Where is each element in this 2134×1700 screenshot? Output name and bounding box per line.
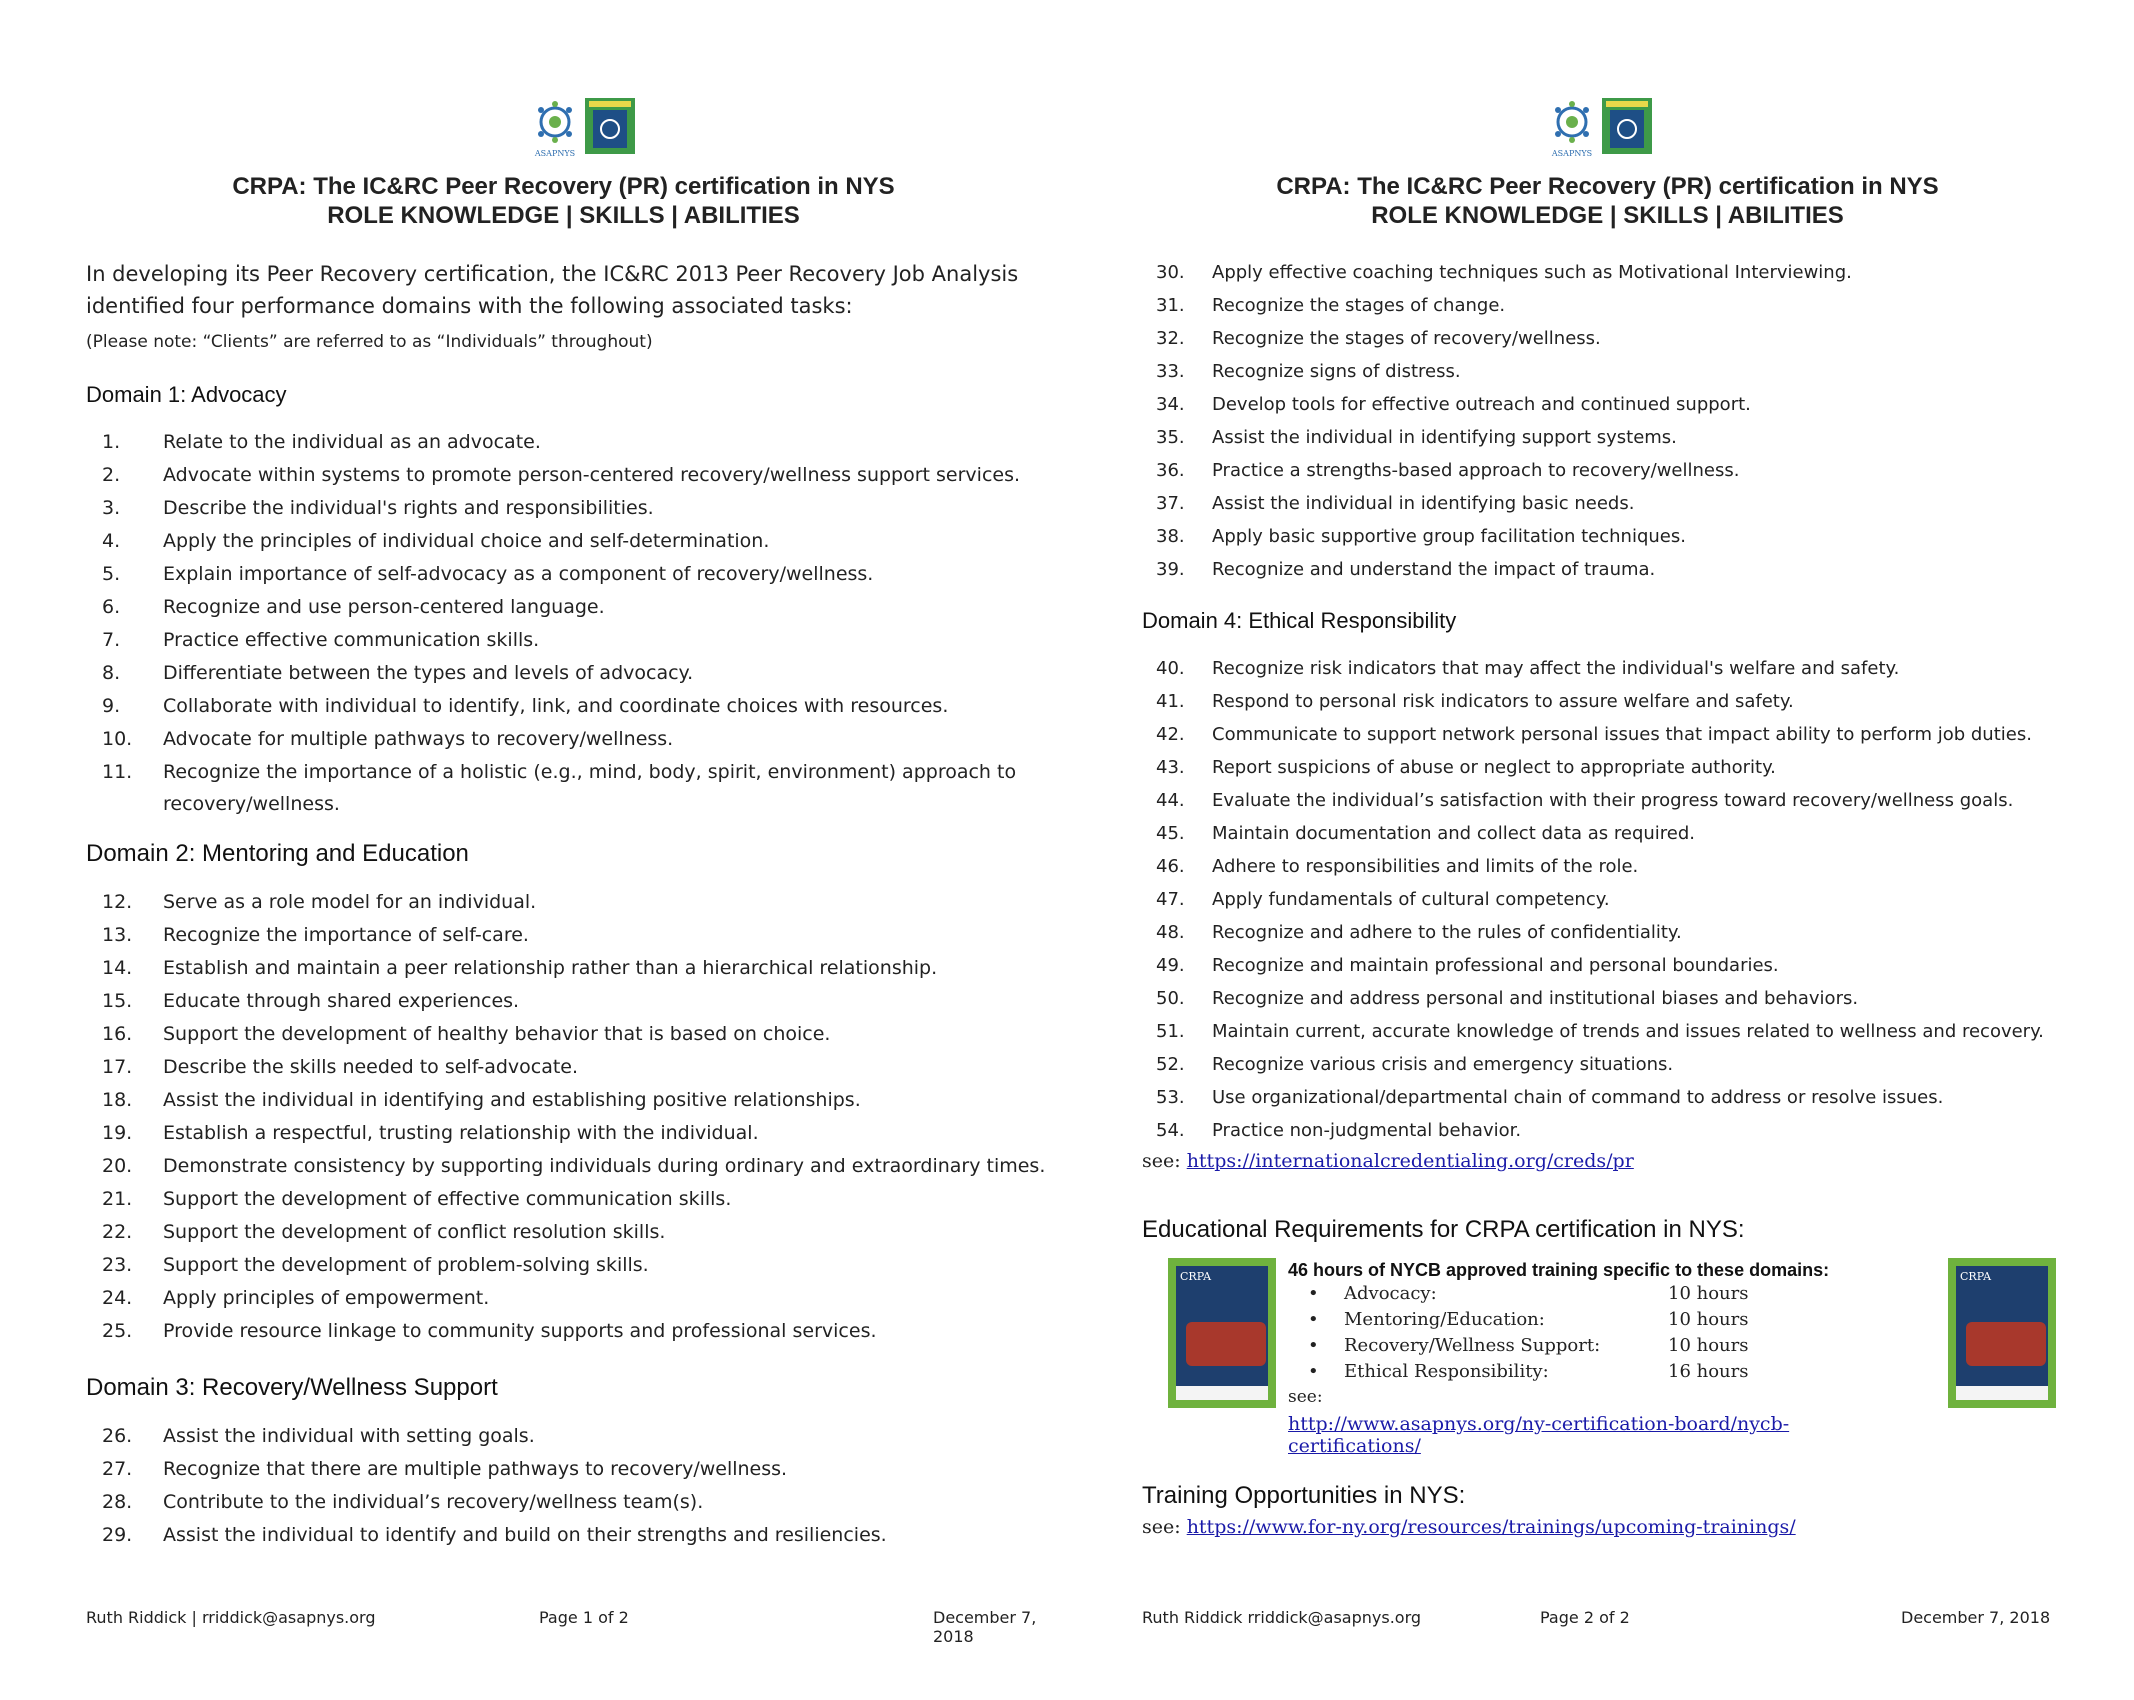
task-item (1142, 883, 2122, 916)
task-item (86, 591, 1046, 624)
task-item (1142, 949, 2122, 982)
task-text: Recognize the importance of self-care. (163, 924, 529, 946)
task-number: 50. (1156, 988, 1185, 1009)
domain-3-heading: Domain 3: Recovery/Wellness Support (86, 1374, 498, 1401)
book-spine-text: CRPA (1180, 1270, 1212, 1283)
task-text: Practice effective communication skills. (163, 629, 540, 651)
task-item (1142, 718, 2122, 751)
task-number: 42. (1156, 724, 1185, 745)
task-text: Report suspicions of abuse or neglect to appropriate authority. (1212, 757, 1776, 778)
task-item (1142, 685, 2122, 718)
task-item (1142, 850, 2122, 883)
task-item (86, 624, 1046, 657)
task-text: Assist the individual in identifying basic needs. (1212, 493, 1635, 514)
task-item (86, 690, 1046, 723)
domain-hours: 10 hours (1668, 1309, 1749, 1330)
task-text: Communicate to support network personal issues that impact ability to perform job duties. (1212, 724, 2032, 745)
task-item (1142, 421, 2122, 454)
task-number: 13. (102, 924, 133, 946)
task-number: 52. (1156, 1054, 1185, 1075)
title-line-1: CRPA: The IC&RC Peer Recovery (PR) certification in NYS (1276, 173, 1939, 200)
task-number: 18. (102, 1089, 133, 1111)
see-trainings (1142, 1516, 1796, 1538)
title-line-2: ROLE KNOWLEDGE | SKILLS | ABILITIES (1371, 202, 1844, 229)
education-subheading: 46 hours of NYCB approved training specific to these domains: (1288, 1260, 1830, 1280)
task-number: 27. (102, 1458, 133, 1480)
task-text: Demonstrate consistency by supporting individuals during ordinary and extraordinary times. (163, 1155, 1046, 1177)
task-number: 29. (102, 1524, 133, 1546)
task-number: 12. (102, 891, 133, 913)
task-number: 10. (102, 728, 133, 750)
task-text: Describe the individual's rights and responsibilities. (163, 497, 654, 519)
clients-note: (Please note: “Clients” are referred to as “Individuals” throughout) (86, 332, 653, 352)
task-text: Contribute to the individual’s recovery/wellness team(s). (163, 1491, 704, 1513)
task-number: 44. (1156, 790, 1185, 811)
task-item (1142, 553, 2122, 586)
task-item (1142, 256, 2122, 289)
task-text: Explain importance of self-advocacy as a component of recovery/wellness. (163, 563, 874, 585)
task-number: 11. (102, 761, 133, 783)
domain-4-heading: Domain 4: Ethical Responsibility (1142, 608, 1457, 633)
task-item (1142, 982, 2122, 1015)
task-item (86, 1519, 1046, 1552)
task-text: Maintain current, accurate knowledge of trends and issues related to wellness and recovery. (1212, 1021, 2044, 1042)
task-item (1142, 355, 2122, 388)
task-text: Practice non-judgmental behavior. (1212, 1120, 1522, 1141)
task-number: 39. (1156, 559, 1185, 580)
task-item (1142, 487, 2122, 520)
task-number: 19. (102, 1122, 133, 1144)
task-item (1142, 322, 2122, 355)
domain-hours: 10 hours (1668, 1283, 1749, 1304)
task-number: 3. (102, 497, 121, 519)
bullet-icon: • (1308, 1283, 1319, 1304)
education-hours-item (1288, 1359, 1908, 1385)
task-text: Recognize the stages of recovery/wellness. (1212, 328, 1601, 349)
asapnys-logo (1544, 96, 1654, 158)
task-text: Respond to personal risk indicators to assure welfare and safety. (1212, 691, 1794, 712)
task-number: 6. (102, 596, 121, 618)
task-number: 2. (102, 464, 121, 486)
task-item (86, 657, 1046, 690)
task-item (86, 1420, 1046, 1453)
education-hours-item (1288, 1307, 1908, 1333)
task-text: Support the development of conflict resolution skills. (163, 1221, 666, 1243)
task-text: Develop tools for effective outreach and continued support. (1212, 394, 1751, 415)
task-number: 16. (102, 1023, 133, 1045)
task-item (1142, 520, 2122, 553)
task-number: 48. (1156, 922, 1185, 943)
education-hours-item (1288, 1281, 1908, 1307)
task-number: 41. (1156, 691, 1185, 712)
task-number: 32. (1156, 328, 1185, 349)
task-item (86, 492, 1046, 525)
crpa-book-cover-image (1948, 1258, 2056, 1408)
domain-label: Advocacy: (1344, 1283, 1437, 1304)
task-text: Assist the individual in identifying and establishing positive relationships. (163, 1089, 861, 1111)
education-hours-list (1288, 1281, 1908, 1385)
task-item (1142, 1114, 2122, 1147)
task-item (1142, 652, 2122, 685)
task-text: Adhere to responsibilities and limits of the role. (1212, 856, 1639, 877)
task-text: Provide resource linkage to community supports and professional services. (163, 1320, 877, 1342)
task-text: Recognize the stages of change. (1212, 295, 1506, 316)
see-label: see: (1142, 1516, 1181, 1538)
task-text: Advocate for multiple pathways to recovery/wellness. (163, 728, 674, 750)
task-text: Apply principles of empowerment. (163, 1287, 490, 1309)
task-text: Recognize various crisis and emergency situations. (1212, 1054, 1674, 1075)
intro-paragraph (86, 258, 1046, 322)
task-number: 49. (1156, 955, 1185, 976)
task-item (86, 886, 1046, 919)
task-item (1142, 784, 2122, 817)
task-item (1142, 751, 2122, 784)
task-text: Apply the principles of individual choice and self-determination. (163, 530, 770, 552)
task-number: 53. (1156, 1087, 1185, 1108)
task-number: 22. (102, 1221, 133, 1243)
task-number: 28. (102, 1491, 133, 1513)
page-title (0, 172, 1067, 230)
task-text: Support the development of healthy behavior that is based on choice. (163, 1023, 831, 1045)
task-number: 23. (102, 1254, 133, 1276)
task-item (86, 952, 1046, 985)
task-number: 37. (1156, 493, 1185, 514)
task-number: 14. (102, 957, 133, 979)
task-item (86, 1282, 1046, 1315)
task-number: 7. (102, 629, 121, 651)
task-text: Recognize signs of distress. (1212, 361, 1461, 382)
bullet-icon: • (1308, 1361, 1319, 1382)
education-requirements-block (1288, 1260, 1908, 1457)
logo-wordmark: ASAPNYS (534, 149, 576, 158)
bullet-icon: • (1308, 1309, 1319, 1330)
footer-page-number: Page 1 of 2 (539, 1608, 629, 1627)
task-number: 26. (102, 1425, 133, 1447)
task-item (86, 985, 1046, 1018)
task-number: 24. (102, 1287, 133, 1309)
task-number: 38. (1156, 526, 1185, 547)
task-item (1142, 1048, 2122, 1081)
task-text: Recognize and understand the impact of trauma. (1212, 559, 1656, 580)
task-text: Apply basic supportive group facilitation techniques. (1212, 526, 1686, 547)
task-item (86, 1150, 1046, 1183)
task-number: 5. (102, 563, 121, 585)
task-item (1142, 388, 2122, 421)
task-number: 20. (102, 1155, 133, 1177)
task-item (1142, 916, 2122, 949)
title-line-2: ROLE KNOWLEDGE | SKILLS | ABILITIES (327, 202, 800, 229)
task-text: Recognize that there are multiple pathways to recovery/wellness. (163, 1458, 788, 1480)
task-text: Recognize the importance of a holistic (e.g., mind, body, spirit, environment) approach to recovery/wellness. (163, 761, 1017, 815)
footer-date: December 7, 2018 (933, 1608, 1037, 1646)
task-number: 1. (102, 431, 121, 453)
asapnys-logo (527, 96, 637, 158)
footer-author: Ruth Riddick | rriddick@asapnys.org (86, 1608, 376, 1627)
task-item (86, 1018, 1046, 1051)
task-item (86, 426, 1046, 459)
task-number: 40. (1156, 658, 1185, 679)
task-item (1142, 289, 2122, 322)
task-number: 17. (102, 1056, 133, 1078)
task-item (86, 459, 1046, 492)
task-number: 25. (102, 1320, 133, 1342)
task-item (86, 1117, 1046, 1150)
domain-1-heading: Domain 1: Advocacy (86, 382, 287, 407)
domain-label: Ethical Responsibility: (1344, 1361, 1549, 1382)
task-item (86, 1183, 1046, 1216)
task-item (86, 558, 1046, 591)
domain-4-task-list (1142, 652, 2122, 1147)
task-text: Relate to the individual as an advocate. (163, 431, 541, 453)
nycb-certifications-link[interactable]: http://www.asapnys.org/ny-certification-board/nycb-certifications/ (1288, 1413, 1790, 1457)
task-text: Assist the individual to identify and build on their strengths and resiliencies. (163, 1524, 887, 1546)
education-heading: Educational Requirements for CRPA certification in NYS: (1142, 1216, 1745, 1243)
domain-hours: 16 hours (1668, 1361, 1749, 1382)
crpa-book-cover-image (1168, 1258, 1276, 1408)
task-item (86, 756, 1046, 822)
task-number: 51. (1156, 1021, 1185, 1042)
domain-1-task-list (86, 426, 1046, 822)
task-text: Support the development of problem-solving skills. (163, 1254, 649, 1276)
task-number: 21. (102, 1188, 133, 1210)
task-text: Assist the individual in identifying support systems. (1212, 427, 1677, 448)
task-number: 9. (102, 695, 121, 717)
education-hours-item (1288, 1333, 1908, 1359)
task-text: Establish a respectful, trusting relationship with the individual. (163, 1122, 759, 1144)
task-text: Establish and maintain a peer relationship rather than a hierarchical relationship. (163, 957, 938, 979)
domain-3-continued-task-list (1142, 256, 2122, 586)
task-item (1142, 454, 2122, 487)
task-text: Apply fundamentals of cultural competency. (1212, 889, 1610, 910)
training-heading: Training Opportunities in NYS: (1142, 1482, 1466, 1509)
task-item (86, 723, 1046, 756)
education-see-label: see: (1288, 1387, 1323, 1407)
footer-author: Ruth Riddick rriddick@asapnys.org (1142, 1608, 1422, 1627)
logo-wordmark: ASAPNYS (1551, 149, 1593, 158)
task-text: Recognize and address personal and institutional biases and behaviors. (1212, 988, 1859, 1009)
page-title (1067, 172, 2134, 230)
domain-label: Recovery/Wellness Support: (1344, 1335, 1601, 1356)
task-number: 35. (1156, 427, 1185, 448)
task-number: 8. (102, 662, 121, 684)
task-item (86, 1453, 1046, 1486)
task-item (86, 525, 1046, 558)
intro-line-1: In developing its Peer Recovery certification, the IC&RC 2013 Peer Recovery Job Analysis (86, 262, 1019, 286)
task-text: Assist the individual with setting goals. (163, 1425, 535, 1447)
task-text: Collaborate with individual to identify, link, and coordinate choices with resources. (163, 695, 949, 717)
domain-3-task-list (86, 1420, 1046, 1552)
task-number: 54. (1156, 1120, 1185, 1141)
title-line-1: CRPA: The IC&RC Peer Recovery (PR) certification in NYS (232, 173, 895, 200)
task-number: 33. (1156, 361, 1185, 382)
task-item (86, 1051, 1046, 1084)
task-text: Maintain documentation and collect data as required. (1212, 823, 1696, 844)
task-text: Use organizational/departmental chain of command to address or resolve issues. (1212, 1087, 1944, 1108)
task-text: Apply effective coaching techniques such as Motivational Interviewing. (1212, 262, 1852, 283)
task-number: 43. (1156, 757, 1185, 778)
task-item (1142, 1015, 2122, 1048)
see-pr-credential (1142, 1150, 1634, 1172)
task-number: 36. (1156, 460, 1185, 481)
task-text: Describe the skills needed to self-advocate. (163, 1056, 579, 1078)
task-text: Recognize and maintain professional and personal boundaries. (1212, 955, 1779, 976)
task-text: Educate through shared experiences. (163, 990, 520, 1012)
task-number: 34. (1156, 394, 1185, 415)
task-item (86, 1216, 1046, 1249)
task-number: 30. (1156, 262, 1185, 283)
bullet-icon: • (1308, 1335, 1319, 1356)
task-text: Differentiate between the types and levels of advocacy. (163, 662, 694, 684)
intro-line-2: identified four performance domains with the following associated tasks: (86, 294, 853, 318)
task-number: 47. (1156, 889, 1185, 910)
task-item (1142, 1081, 2122, 1114)
task-text: Recognize and use person-centered language. (163, 596, 605, 618)
domain-2-task-list (86, 886, 1046, 1348)
task-text: Recognize risk indicators that may affect the individual's welfare and safety. (1212, 658, 1900, 679)
task-item (86, 1486, 1046, 1519)
task-text: Recognize and adhere to the rules of confidentiality. (1212, 922, 1682, 943)
task-text: Support the development of effective communication skills. (163, 1188, 732, 1210)
footer-page-number: Page 2 of 2 (1540, 1608, 1630, 1627)
task-text: Evaluate the individual’s satisfaction with their progress toward recovery/wellness goals. (1212, 790, 2014, 811)
book-spine-text: CRPA (1960, 1270, 1992, 1283)
task-item (86, 1084, 1046, 1117)
task-number: 4. (102, 530, 121, 552)
task-item (86, 919, 1046, 952)
pr-credential-link[interactable]: https://internationalcredentialing.org/creds/pr (1186, 1150, 1634, 1172)
domain-hours: 10 hours (1668, 1335, 1749, 1356)
domain-2-heading: Domain 2: Mentoring and Education (86, 840, 469, 867)
task-item (86, 1249, 1046, 1282)
task-text: Practice a strengths-based approach to recovery/wellness. (1212, 460, 1740, 481)
upcoming-trainings-link[interactable]: https://www.for-ny.org/resources/trainings/upcoming-trainings/ (1186, 1516, 1796, 1538)
footer-date: December 7, 2018 (1901, 1608, 2051, 1627)
domain-label: Mentoring/Education: (1344, 1309, 1545, 1330)
task-item (1142, 817, 2122, 850)
task-number: 45. (1156, 823, 1185, 844)
task-text: Advocate within systems to promote person-centered recovery/wellness support services. (163, 464, 1021, 486)
task-item (86, 1315, 1046, 1348)
see-label: see: (1142, 1150, 1181, 1172)
task-number: 46. (1156, 856, 1185, 877)
page-2 (1067, 0, 2134, 1700)
task-number: 31. (1156, 295, 1185, 316)
task-text: Serve as a role model for an individual. (163, 891, 537, 913)
task-number: 15. (102, 990, 133, 1012)
